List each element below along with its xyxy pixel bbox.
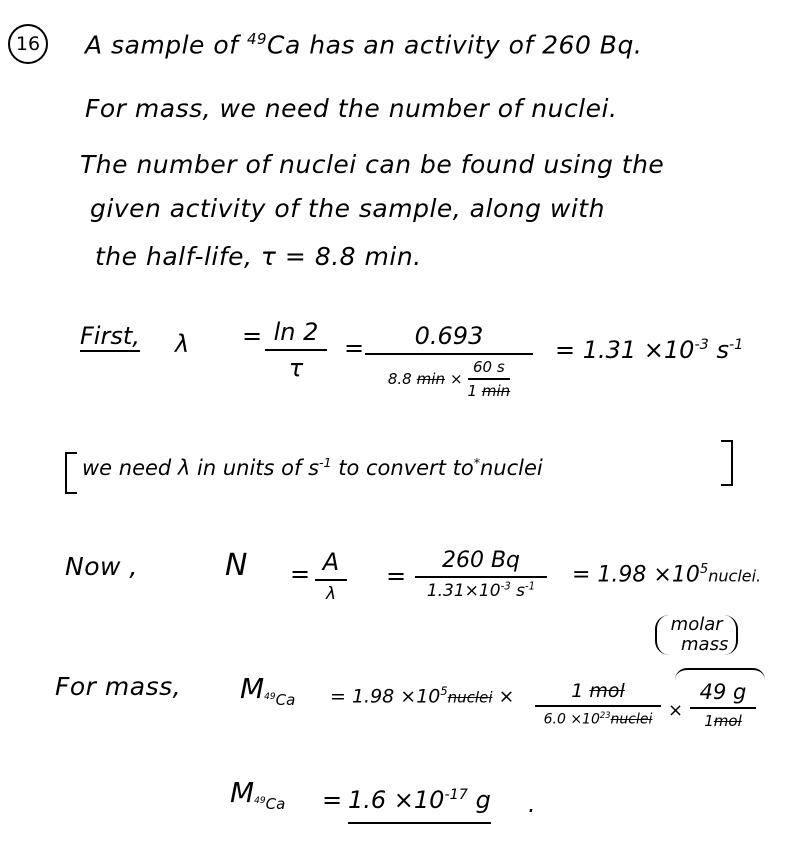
left-bracket — [65, 452, 77, 494]
conversion-fraction — [468, 358, 511, 400]
unit-exponent: -1 — [525, 581, 536, 593]
unit: nuclei. — [708, 566, 762, 586]
value: 1 — [571, 680, 584, 702]
times: × — [668, 700, 684, 721]
fraction-bar — [365, 353, 533, 355]
fraction-bar — [468, 378, 511, 380]
value: = 1.98 ×10 — [330, 685, 441, 708]
value: 1.31×10 — [426, 581, 501, 601]
cancelled-unit: min — [416, 370, 445, 388]
mass-number: 49 — [254, 795, 266, 806]
exponent: 23 — [599, 710, 611, 720]
fraction-bar — [265, 349, 327, 351]
step2-label: Now , — [65, 552, 138, 581]
mass-number: 49 — [264, 691, 276, 702]
denominator — [704, 712, 742, 730]
unit: s — [708, 336, 729, 364]
star-mark: * — [473, 455, 480, 470]
numerator: 260 Bq — [441, 548, 521, 573]
text: nuclei — [479, 456, 543, 480]
annotation-line: molar — [670, 614, 723, 635]
exponent: -3 — [500, 581, 511, 593]
molar-mass-annotation — [655, 615, 738, 655]
value: 6.0 ×10 — [543, 711, 600, 728]
subscript — [254, 795, 285, 813]
N-result — [572, 562, 761, 587]
element: Ca — [275, 690, 296, 709]
avogadro-fraction — [535, 680, 661, 728]
A-over-lambda — [315, 548, 347, 604]
cancelled-unit: nuclei — [610, 711, 653, 728]
cancelled-unit: mol — [589, 680, 625, 702]
note-text — [82, 455, 543, 480]
answer-mass-symbol — [230, 776, 285, 813]
step1-label: First, — [80, 322, 140, 350]
element: Ca — [265, 794, 286, 813]
text: we need λ in units of s — [82, 456, 320, 480]
fraction-bar — [415, 576, 547, 578]
exponent: -3 — [694, 337, 709, 353]
text: has an activity of 260 Bq. — [300, 30, 643, 60]
exponent: 5 — [440, 684, 448, 698]
final-answer — [348, 786, 491, 824]
times: × — [449, 370, 463, 388]
unit: s — [510, 581, 525, 601]
intro-line-3: The number of nuclei can be found using the — [80, 150, 665, 179]
unit-exponent: -1 — [728, 337, 744, 353]
intro-line-4: given activity of the sample, along with — [90, 194, 605, 223]
equals: = — [386, 562, 407, 590]
equals: = — [322, 786, 343, 814]
text: to convert to — [331, 456, 474, 480]
value: = 1.31 ×10 — [555, 336, 695, 364]
value: 1 — [704, 712, 714, 730]
value: 1.6 ×10 — [348, 786, 445, 814]
exponent: -17 — [444, 787, 468, 803]
lambda-symbol: λ — [175, 330, 190, 358]
numerator: 0.693 — [414, 322, 484, 350]
N-symbol: N — [225, 548, 248, 583]
isotope-symbol: Ca — [267, 30, 301, 60]
value: 8.8 — [387, 370, 412, 388]
numerator: 60 s — [473, 358, 505, 376]
numerator: 49 g — [699, 680, 747, 704]
problem-number — [8, 24, 48, 64]
cancelled-unit: mol — [713, 712, 742, 730]
period: . — [528, 790, 536, 818]
denominator — [388, 358, 510, 400]
intro-line-1 — [85, 30, 642, 59]
nuclei-count — [330, 684, 514, 707]
molar-mass-fraction — [690, 680, 756, 730]
subscript — [264, 691, 295, 709]
numerator: A — [322, 548, 340, 576]
value: 1 — [467, 382, 478, 400]
lambda-fraction — [365, 322, 533, 400]
intro-line-2: For mass, we need the number of nuclei. — [85, 94, 618, 123]
mass-symbol — [240, 672, 295, 709]
M: M — [240, 672, 265, 705]
denominator — [468, 382, 511, 400]
denominator: τ — [288, 354, 304, 382]
numerator: ln 2 — [273, 318, 319, 346]
equals: = — [242, 322, 263, 350]
brace — [675, 668, 765, 680]
value: = 1.98 ×10 — [572, 562, 700, 588]
lambda-result — [555, 336, 743, 364]
right-bracket — [721, 440, 733, 486]
intro-line-5: the half-life, τ = 8.8 min. — [95, 242, 422, 271]
fraction-bar — [315, 579, 347, 581]
equals: = — [290, 560, 311, 588]
fraction-bar — [535, 705, 661, 707]
cancelled-unit: nuclei — [447, 688, 493, 707]
text: A sample of — [85, 30, 247, 60]
isotope-mass: 49 — [246, 30, 268, 48]
times: × — [498, 685, 515, 708]
denominator: λ — [325, 584, 337, 604]
denominator — [427, 581, 535, 601]
activity-fraction — [415, 548, 547, 601]
numerator — [571, 680, 625, 702]
unit: g — [467, 786, 491, 814]
equals: = — [344, 334, 365, 362]
cancelled-unit: min — [481, 382, 511, 400]
fraction-bar — [690, 707, 756, 709]
exponent: -1 — [319, 455, 332, 470]
M: M — [230, 776, 255, 809]
step3-label: For mass, — [55, 672, 182, 701]
denominator — [544, 710, 653, 728]
problem-number-text: 16 — [15, 33, 41, 55]
annotation-line: mass — [681, 634, 729, 655]
ln2-over-tau — [265, 318, 327, 382]
exponent: 5 — [699, 562, 709, 577]
